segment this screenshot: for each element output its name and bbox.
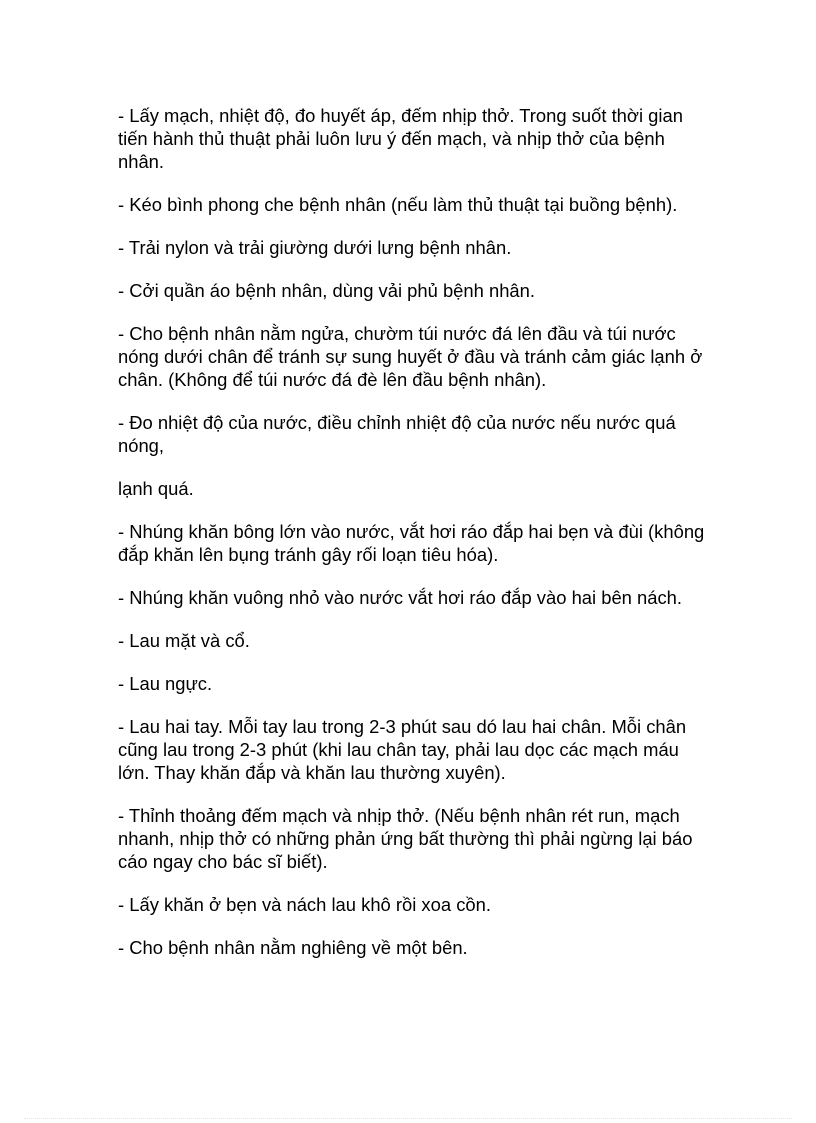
step-paragraph: - Kéo bình phong che bệnh nhân (nếu làm thủ thuật tại buồng bệnh). [118,194,678,215]
page-bottom-divider [24,1118,792,1119]
step-paragraph-continuation: lạnh quá. [118,478,194,499]
step-paragraph: - Cho bệnh nhân nằm ngửa, chườm túi nước đá lên đầu và túi nước nóng dưới chân để tránh sự sung huyết ở đầu và tránh cảm giác lạnh ở chân. (Không để túi nước đá đè lên đầu bệnh nhân). [118,323,703,390]
step-paragraph: - Thỉnh thoảng đếm mạch và nhịp thở. (Nếu bệnh nhân rét run, mạch nhanh, nhịp thở có những phản ứng bất thường thì phải ngừng lại báo cáo ngay cho bác sĩ biết). [118,805,693,872]
document-body [118,104,708,979]
step-paragraph: - Lau ngực. [118,673,213,694]
step-paragraph: - Lấy mạch, nhiệt độ, đo huyết áp, đếm nhịp thở. Trong suốt thời gian tiến hành thủ thuật phải luôn lưu ý đến mạch, và nhịp thở của bệnh nhân. [118,105,683,172]
step-paragraph: - Nhúng khăn vuông nhỏ vào nước vắt hơi ráo đắp vào hai bên nách. [118,587,683,608]
step-paragraph: - Nhúng khăn bông lớn vào nước, vắt hơi ráo đắp hai bẹn và đùi (không đắp khăn lên bụng tránh gây rối loạn tiêu hóa). [118,521,705,565]
step-paragraph: - Lau hai tay. Mỗi tay lau trong 2-3 phút sau dó lau hai chân. Mỗi chân cũng lau trong 2-3 phút (khi lau chân tay, phải lau dọc các mạch máu lớn. Thay khăn đắp và khăn lau thường xuyên). [118,716,687,783]
step-paragraph: - Đo nhiệt độ của nước, điều chỉnh nhiệt độ của nước nếu nước quá nóng, [118,412,676,456]
step-paragraph: - Cho bệnh nhân nằm nghiêng về một bên. [118,937,468,958]
step-paragraph: - Lau mặt và cổ. [118,630,250,651]
step-paragraph: - Cởi quần áo bệnh nhân, dùng vải phủ bệnh nhân. [118,280,535,301]
step-paragraph: - Lấy khăn ở bẹn và nách lau khô rồi xoa cồn. [118,894,491,915]
step-paragraph: - Trải nylon và trải giường dưới lưng bệnh nhân. [118,237,512,258]
